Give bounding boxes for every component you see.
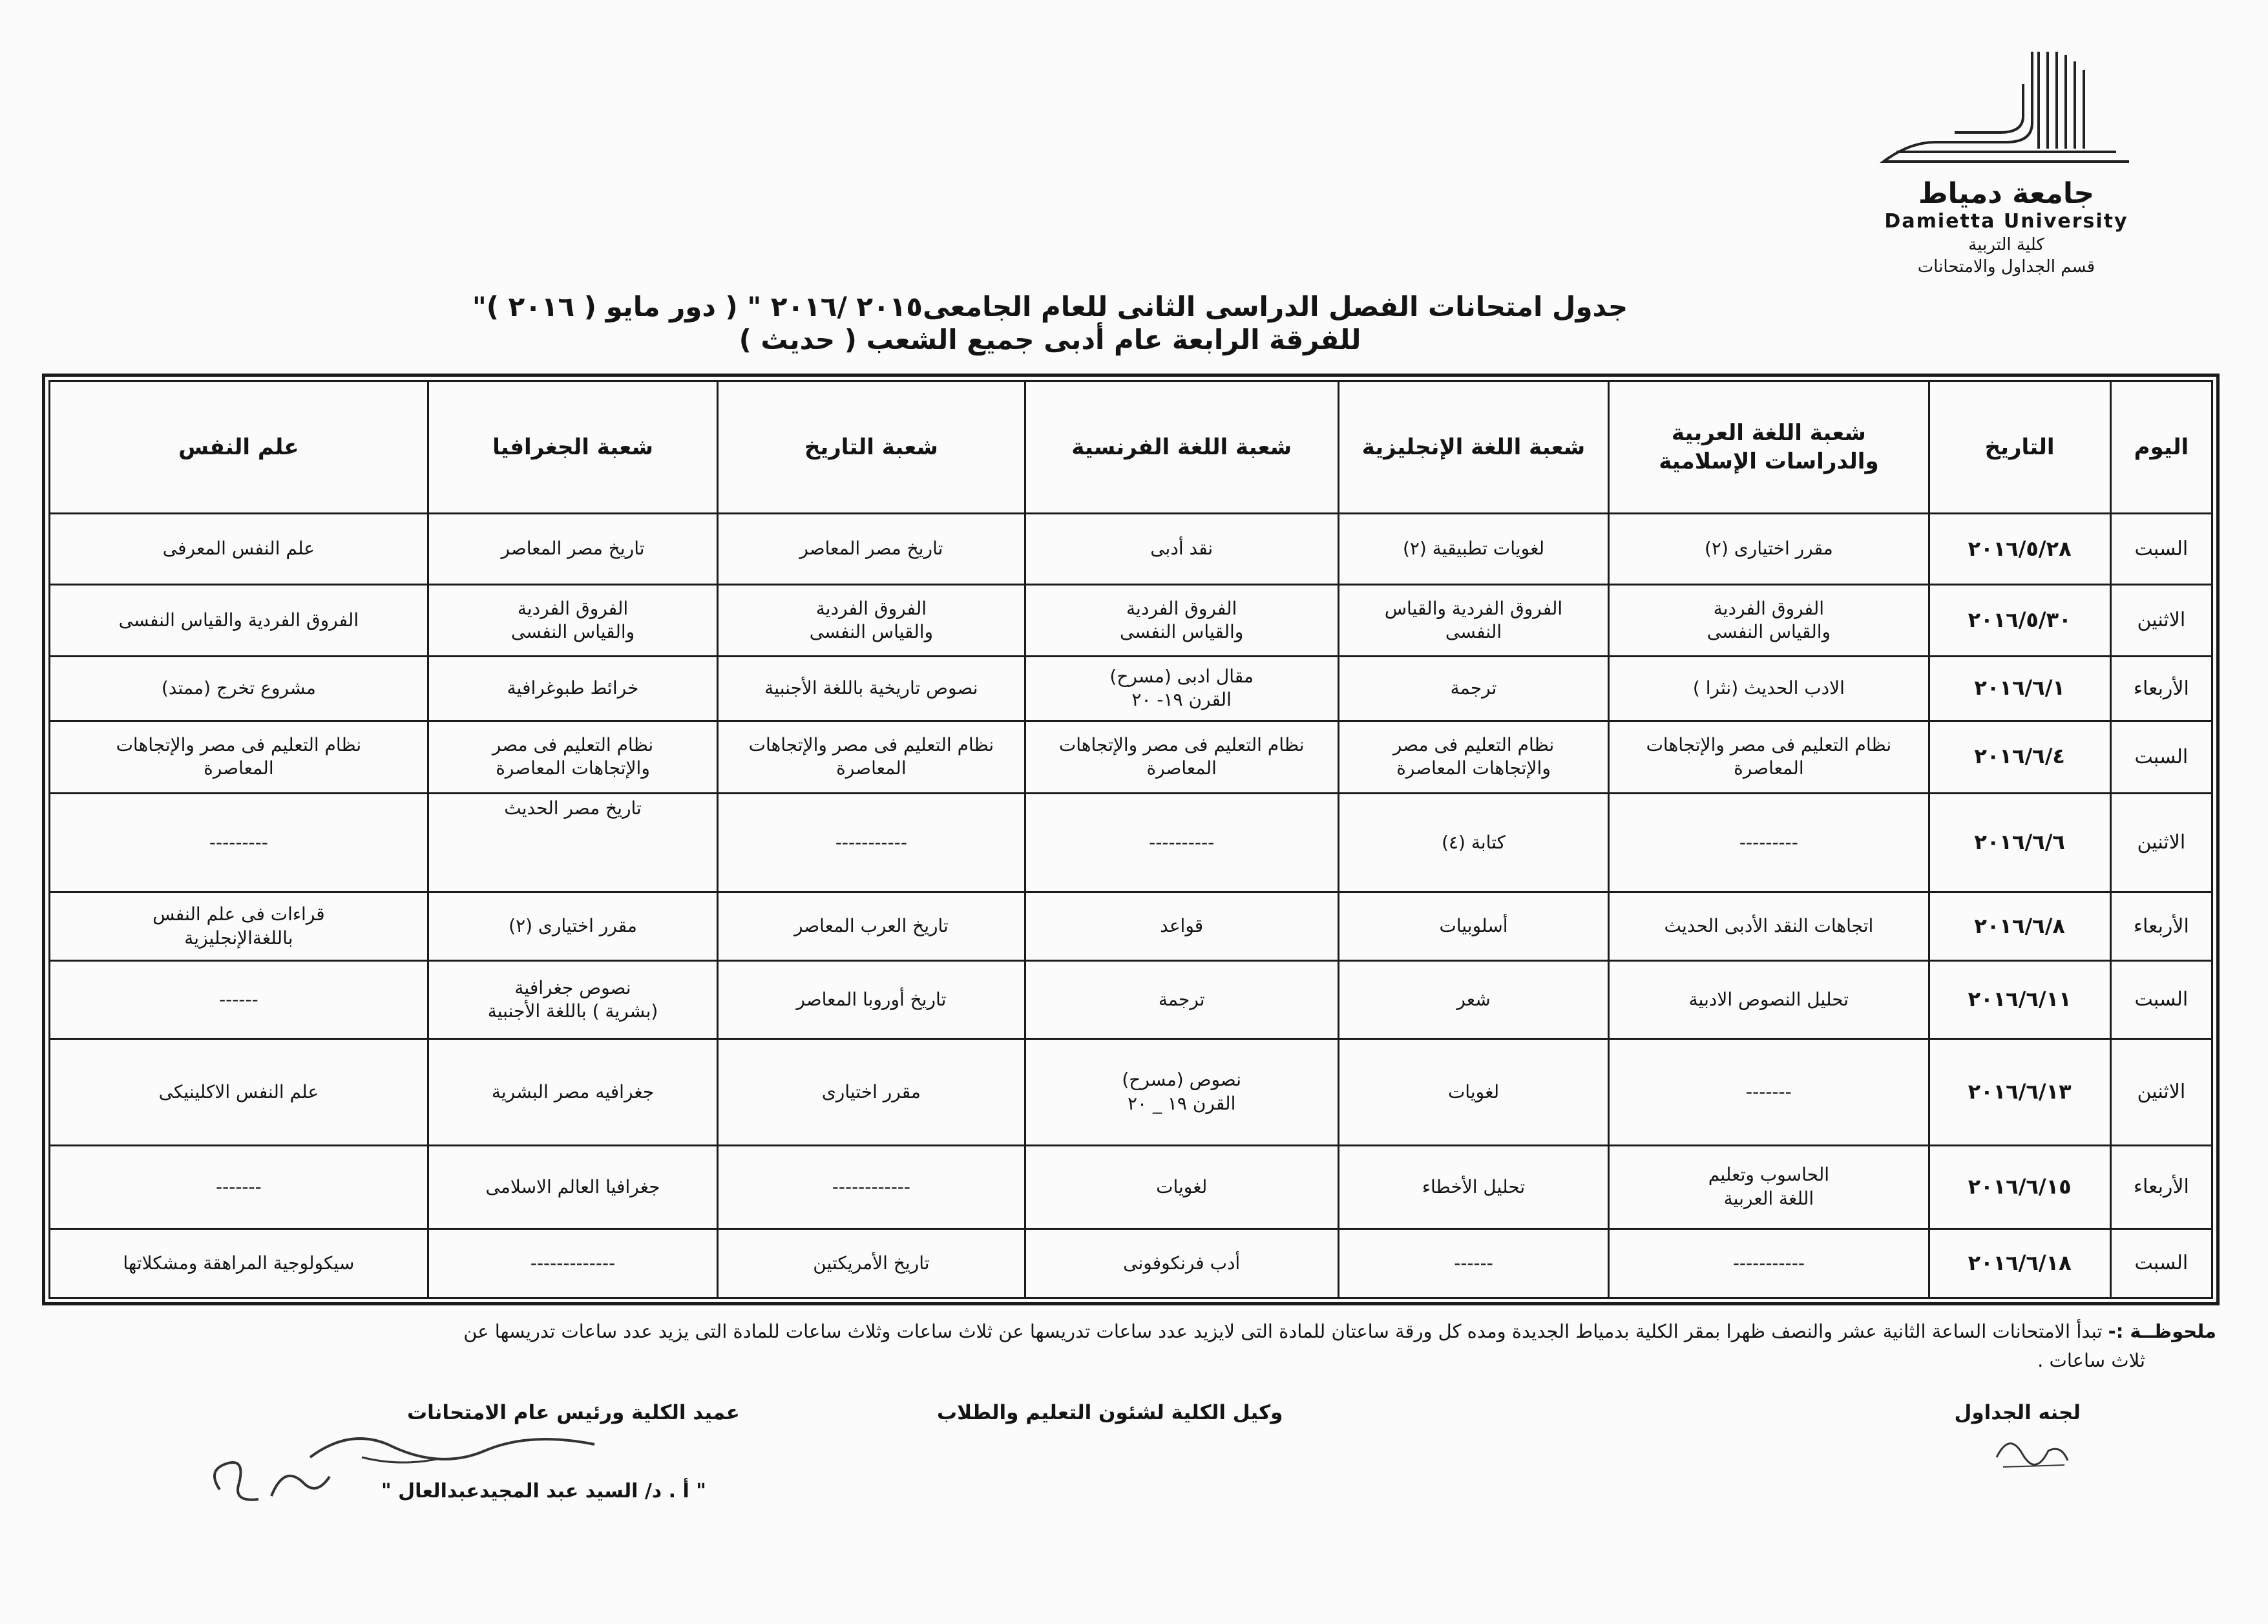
cell-history: تاريخ العرب المعاصر [718, 892, 1025, 961]
cell-english: الفروق الفردية والقياس النفسى [1338, 585, 1608, 656]
faculty-name: كلية التربية [1968, 235, 2044, 255]
cell-psychology: ------ [50, 961, 428, 1039]
cell-day: الاثنين [2110, 1039, 2212, 1145]
cell-day: السبت [2110, 721, 2212, 793]
cell-geography: نصوص جغرافية (بشرية ) باللغة الأجنبية [428, 961, 717, 1039]
header-day: اليوم [2110, 381, 2212, 514]
cell-arabic: ----------- [1609, 1229, 1929, 1298]
cell-date: ٢٠١٦/٦/٤ [1929, 721, 2110, 793]
table-row [50, 1146, 2212, 1229]
table-row [50, 656, 2212, 721]
university-logo-icon [1871, 39, 2142, 174]
cell-geography: تاريخ مصر الحديث [428, 793, 717, 892]
cell-geography: مقرر اختيارى (٢) [428, 892, 717, 961]
cell-psychology: سيكولوجية المراهقة ومشكلاتها [50, 1229, 428, 1298]
cell-arabic: الفروق الفردية والقياس النفسى [1609, 585, 1929, 656]
exam-note [58, 1317, 2216, 1375]
cell-day: السبت [2110, 514, 2212, 585]
cell-day: الاثنين [2110, 793, 2212, 892]
cell-history: الفروق الفردية والقياس النفسى [718, 585, 1025, 656]
cell-psychology: الفروق الفردية والقياس النفسى [50, 585, 428, 656]
cell-psychology: نظام التعليم فى مصر والإتجاهات المعاصرة [50, 721, 428, 793]
exam-schedule-frame [42, 374, 2220, 1305]
cell-date: ٢٠١٦/٥/٢٨ [1929, 514, 2110, 585]
header-french: شعبة اللغة الفرنسية [1025, 381, 1338, 514]
cell-arabic: --------- [1609, 793, 1929, 892]
dean-name: " أ . د/ السيد عبد المجيدعبدالعال " [381, 1480, 706, 1503]
cell-english: نظام التعليم فى مصر والإتجاهات المعاصرة [1338, 721, 1608, 793]
header-geography: شعبة الجغرافيا [428, 381, 717, 514]
cell-day: الأربعاء [2110, 892, 2212, 961]
table-row [50, 721, 2212, 793]
title-line-2: للفرقة الرابعة عام أدبى جميع الشعب ( حديث ) [739, 324, 1361, 355]
cell-english: أسلوبيات [1338, 892, 1608, 961]
university-name-en: Damietta University [1884, 210, 2128, 233]
cell-english: لغويات تطبيقية (٢) [1338, 514, 1608, 585]
cell-geography: تاريخ مصر المعاصر [428, 514, 717, 585]
cell-geography: جغرافيا العالم الاسلامى [428, 1146, 717, 1229]
cell-arabic: اتجاهات النقد الأدبى الحديث [1609, 892, 1929, 961]
cell-day: الأربعاء [2110, 656, 2212, 721]
cell-geography: ------------- [428, 1229, 717, 1298]
header-english: شعبة اللغة الإنجليزية [1338, 381, 1608, 514]
cell-arabic: ------- [1609, 1039, 1929, 1145]
cell-english: شعر [1338, 961, 1608, 1039]
cell-arabic: تحليل النصوص الادبية [1609, 961, 1929, 1039]
cell-english: ------ [1338, 1229, 1608, 1298]
cell-date: ٢٠١٦/٦/١٨ [1929, 1229, 2110, 1298]
cell-date: ٢٠١٦/٦/٨ [1929, 892, 2110, 961]
cell-french: ---------- [1025, 793, 1338, 892]
cell-psychology: --------- [50, 793, 428, 892]
table-row [50, 514, 2212, 585]
cell-date: ٢٠١٦/٥/٣٠ [1929, 585, 2110, 656]
cell-history: ------------ [718, 1146, 1025, 1229]
cell-french: نظام التعليم فى مصر والإتجاهات المعاصرة [1025, 721, 1338, 793]
cell-history: مقرر اختيارى [718, 1039, 1025, 1145]
cell-french: أدب فرنكوفونى [1025, 1229, 1338, 1298]
note-text: تبدأ الامتحانات الساعة الثانية عشر والنصف ظهرا بمقر الكلية بدمياط الجديدة ومده كل ورقة ساعتان للمادة التى لايزيد عدد ساعات تدريسها عن ثلاث ساعات وثلاث ساعات للمادة التى يزيد عدد ساعات تدريسها عن [463, 1320, 2103, 1342]
cell-french: مقال ادبى (مسرح) القرن ١٩- ٢٠ [1025, 656, 1338, 721]
header-date: التاريخ [1929, 381, 2110, 514]
table-row [50, 1229, 2212, 1298]
cell-day: الاثنين [2110, 585, 2212, 656]
cell-date: ٢٠١٦/٦/١ [1929, 656, 2110, 721]
cell-history: نصوص تاريخية باللغة الأجنبية [718, 656, 1025, 721]
dean-signature-icon [194, 1418, 685, 1515]
cell-date: ٢٠١٦/٦/١١ [1929, 961, 2110, 1039]
cell-history: تاريخ مصر المعاصر [718, 514, 1025, 585]
cell-arabic: الادب الحديث (نثرا ) [1609, 656, 1929, 721]
cell-history: تاريخ أوروبا المعاصر [718, 961, 1025, 1039]
table-row [50, 793, 2212, 892]
note-lead: ملحوظــة :- [2108, 1320, 2216, 1342]
table-header-row [50, 381, 2212, 514]
cell-french: لغويات [1025, 1146, 1338, 1229]
handwritten-signature-icon [1990, 1425, 2074, 1477]
cell-english: كتابة (٤) [1338, 793, 1608, 892]
cell-french: قواعد [1025, 892, 1338, 961]
signature-dean: عميد الكلية ورئيس عام الامتحانات [407, 1401, 740, 1424]
table-row [50, 892, 2212, 961]
note-text-2: ثلاث ساعات . [2037, 1349, 2145, 1371]
cell-psychology: علم النفس المعرفى [50, 514, 428, 585]
cell-geography: خرائط طبوغرافية [428, 656, 717, 721]
university-name-ar: جامعة دمياط [1918, 177, 2095, 210]
table-body [50, 514, 2212, 1298]
cell-english: لغويات [1338, 1039, 1608, 1145]
table-row [50, 961, 2212, 1039]
cell-psychology: علم النفس الاكلينيكى [50, 1039, 428, 1145]
table-row [50, 585, 2212, 656]
cell-date: ٢٠١٦/٦/١٣ [1929, 1039, 2110, 1145]
cell-date: ٢٠١٦/٦/٦ [1929, 793, 2110, 892]
document-title [323, 291, 1777, 355]
cell-day: السبت [2110, 1229, 2212, 1298]
title-line-1: جدول امتحانات الفصل الدراسى الثانى للعام الجامعى٢٠١٥ /٢٠١٦ " ( دور مايو ( ٢٠١٦ )" [472, 291, 1628, 322]
cell-history: ----------- [718, 793, 1025, 892]
cell-french: ترجمة [1025, 961, 1338, 1039]
department-name: قسم الجداول والامتحانات [1917, 257, 2095, 277]
cell-french: نقد أدبى [1025, 514, 1338, 585]
table-row [50, 1039, 2212, 1145]
cell-psychology: مشروع تخرج (ممتد) [50, 656, 428, 721]
signature-vice-dean: وكيل الكلية لشئون التعليم والطلاب [937, 1401, 1283, 1424]
header-arabic: شعبة اللغة العربية والدراسات الإسلامية [1609, 381, 1929, 514]
signature-committee: لجنه الجداول [1954, 1401, 2081, 1424]
header-history: شعبة التاريخ [718, 381, 1025, 514]
cell-day: الأربعاء [2110, 1146, 2212, 1229]
cell-day: السبت [2110, 961, 2212, 1039]
cell-english: تحليل الأخطاء [1338, 1146, 1608, 1229]
cell-geography: الفروق الفردية والقياس النفسى [428, 585, 717, 656]
cell-arabic: الحاسوب وتعليم اللغة العربية [1609, 1146, 1929, 1229]
cell-english: ترجمة [1338, 656, 1608, 721]
cell-date: ٢٠١٦/٦/١٥ [1929, 1146, 2110, 1229]
cell-geography: جغرافيه مصر البشرية [428, 1039, 717, 1145]
cell-french: الفروق الفردية والقياس النفسى [1025, 585, 1338, 656]
cell-history: نظام التعليم فى مصر والإتجاهات المعاصرة [718, 721, 1025, 793]
cell-geography: نظام التعليم فى مصر والإتجاهات المعاصرة [428, 721, 717, 793]
university-header [1845, 39, 2168, 277]
cell-psychology: ------- [50, 1146, 428, 1229]
cell-psychology: قراءات فى علم النفس باللغةالإنجليزية [50, 892, 428, 961]
exam-schedule-table [48, 380, 2213, 1299]
cell-french: نصوص (مسرح) القرن ١٩ _ ٢٠ [1025, 1039, 1338, 1145]
header-psychology: علم النفس [50, 381, 428, 514]
cell-arabic: مقرر اختيارى (٢) [1609, 514, 1929, 585]
cell-arabic: نظام التعليم فى مصر والإتجاهات المعاصرة [1609, 721, 1929, 793]
cell-history: تاريخ الأمريكتين [718, 1229, 1025, 1298]
